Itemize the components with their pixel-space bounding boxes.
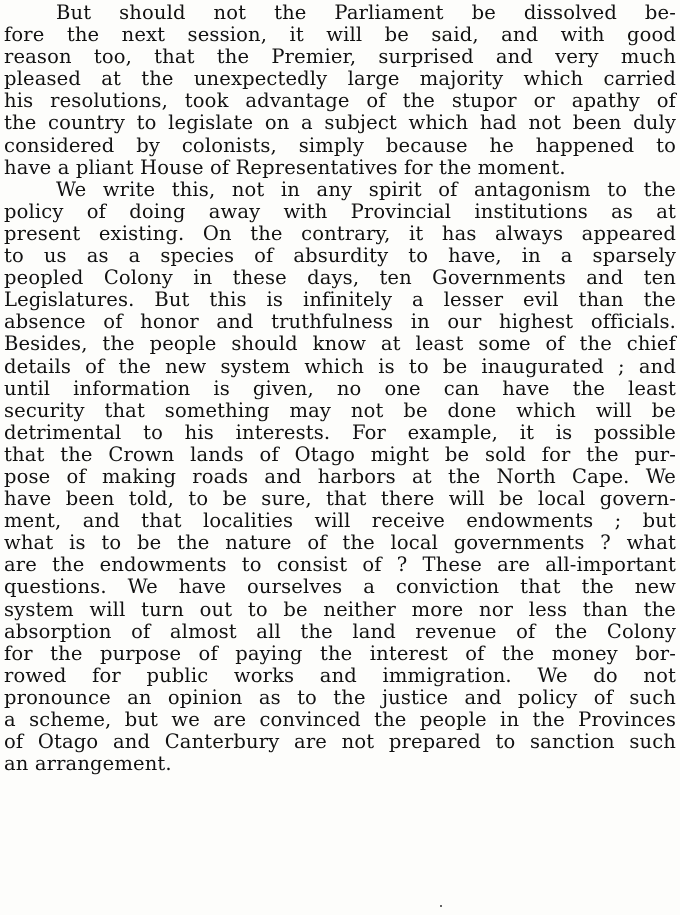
text-line: Besides, the people should know at least some of the chief: [4, 332, 676, 356]
text-line: peopled Colony in these days, ten Governments and ten: [4, 266, 676, 290]
text-line: are the endowments to consist of ? These are all-important: [4, 553, 676, 577]
text-line: We write this, not in any spirit of antagonism to the: [56, 177, 676, 201]
text-line: policy of doing away with Provincial institutions as at: [4, 199, 676, 223]
text-line: an arrangement.: [4, 752, 172, 776]
text-line: present existing. On the contrary, it has always appeared: [4, 221, 676, 245]
text-line: what is to be the nature of the local governments ? what: [4, 531, 676, 555]
text-line: questions. We have ourselves a conviction that the new: [4, 575, 676, 599]
text-line: rowed for public works and immigration. We do not: [4, 663, 676, 687]
text-line: a scheme, but we are convinced the people in the Provinces: [4, 708, 676, 731]
text-line: have a pliant House of Representatives for the moment.: [4, 155, 566, 179]
paragraph-2: [4, 179, 676, 776]
text-line: absorption of almost all the land revenue of the Colony: [4, 619, 676, 643]
text-line: But should not the Parliament be dissolved be-: [56, 1, 676, 24]
text-line: considered by colonists, simply because he happened to: [4, 133, 676, 157]
text-line: fore the next session, it will be said, and with good: [4, 23, 676, 47]
text-line: have been told, to be sure, that there will be local govern-: [4, 487, 676, 511]
article-column: [4, 2, 676, 775]
text-line: his resolutions, took advantage of the stupor or apathy of: [4, 89, 676, 113]
text-line: pose of making roads and harbors at the North Cape. We: [4, 464, 676, 488]
text-line: security that something may not be done which will be: [4, 398, 676, 422]
paragraph-1: [4, 2, 676, 179]
text-line: ment, and that localities will receive endowments ; but: [4, 509, 676, 533]
text-line: for the purpose of paying the interest of the money bor-: [4, 641, 676, 665]
text-line: of Otago and Canterbury are not prepared to sanction such: [4, 730, 676, 754]
text-line: system will turn out to be neither more nor less than the: [4, 597, 676, 621]
text-line: the country to legislate on a subject which had not been duly: [4, 111, 676, 135]
text-line: that the Crown lands of Otago might be sold for the pur-: [4, 442, 676, 466]
print-speck: [440, 905, 442, 907]
text-line: detrimental to his interests. For example, it is possible: [4, 420, 676, 444]
text-line: reason too, that the Premier, surprised and very much: [4, 45, 676, 69]
text-line: to us as a species of absurdity to have, in a sparsely: [4, 244, 676, 268]
text-line: pronounce an opinion as to the justice and policy of such: [4, 685, 676, 709]
text-line: pleased at the unexpectedly large majority which carried: [4, 67, 676, 91]
text-line: Legislatures. But this is infinitely a lesser evil than the: [4, 288, 676, 312]
text-line: absence of honor and truthfulness in our highest officials.: [4, 310, 676, 334]
text-line: details of the new system which is to be inaugurated ; and: [4, 354, 676, 378]
text-line: until information is given, no one can have the least: [4, 376, 676, 400]
